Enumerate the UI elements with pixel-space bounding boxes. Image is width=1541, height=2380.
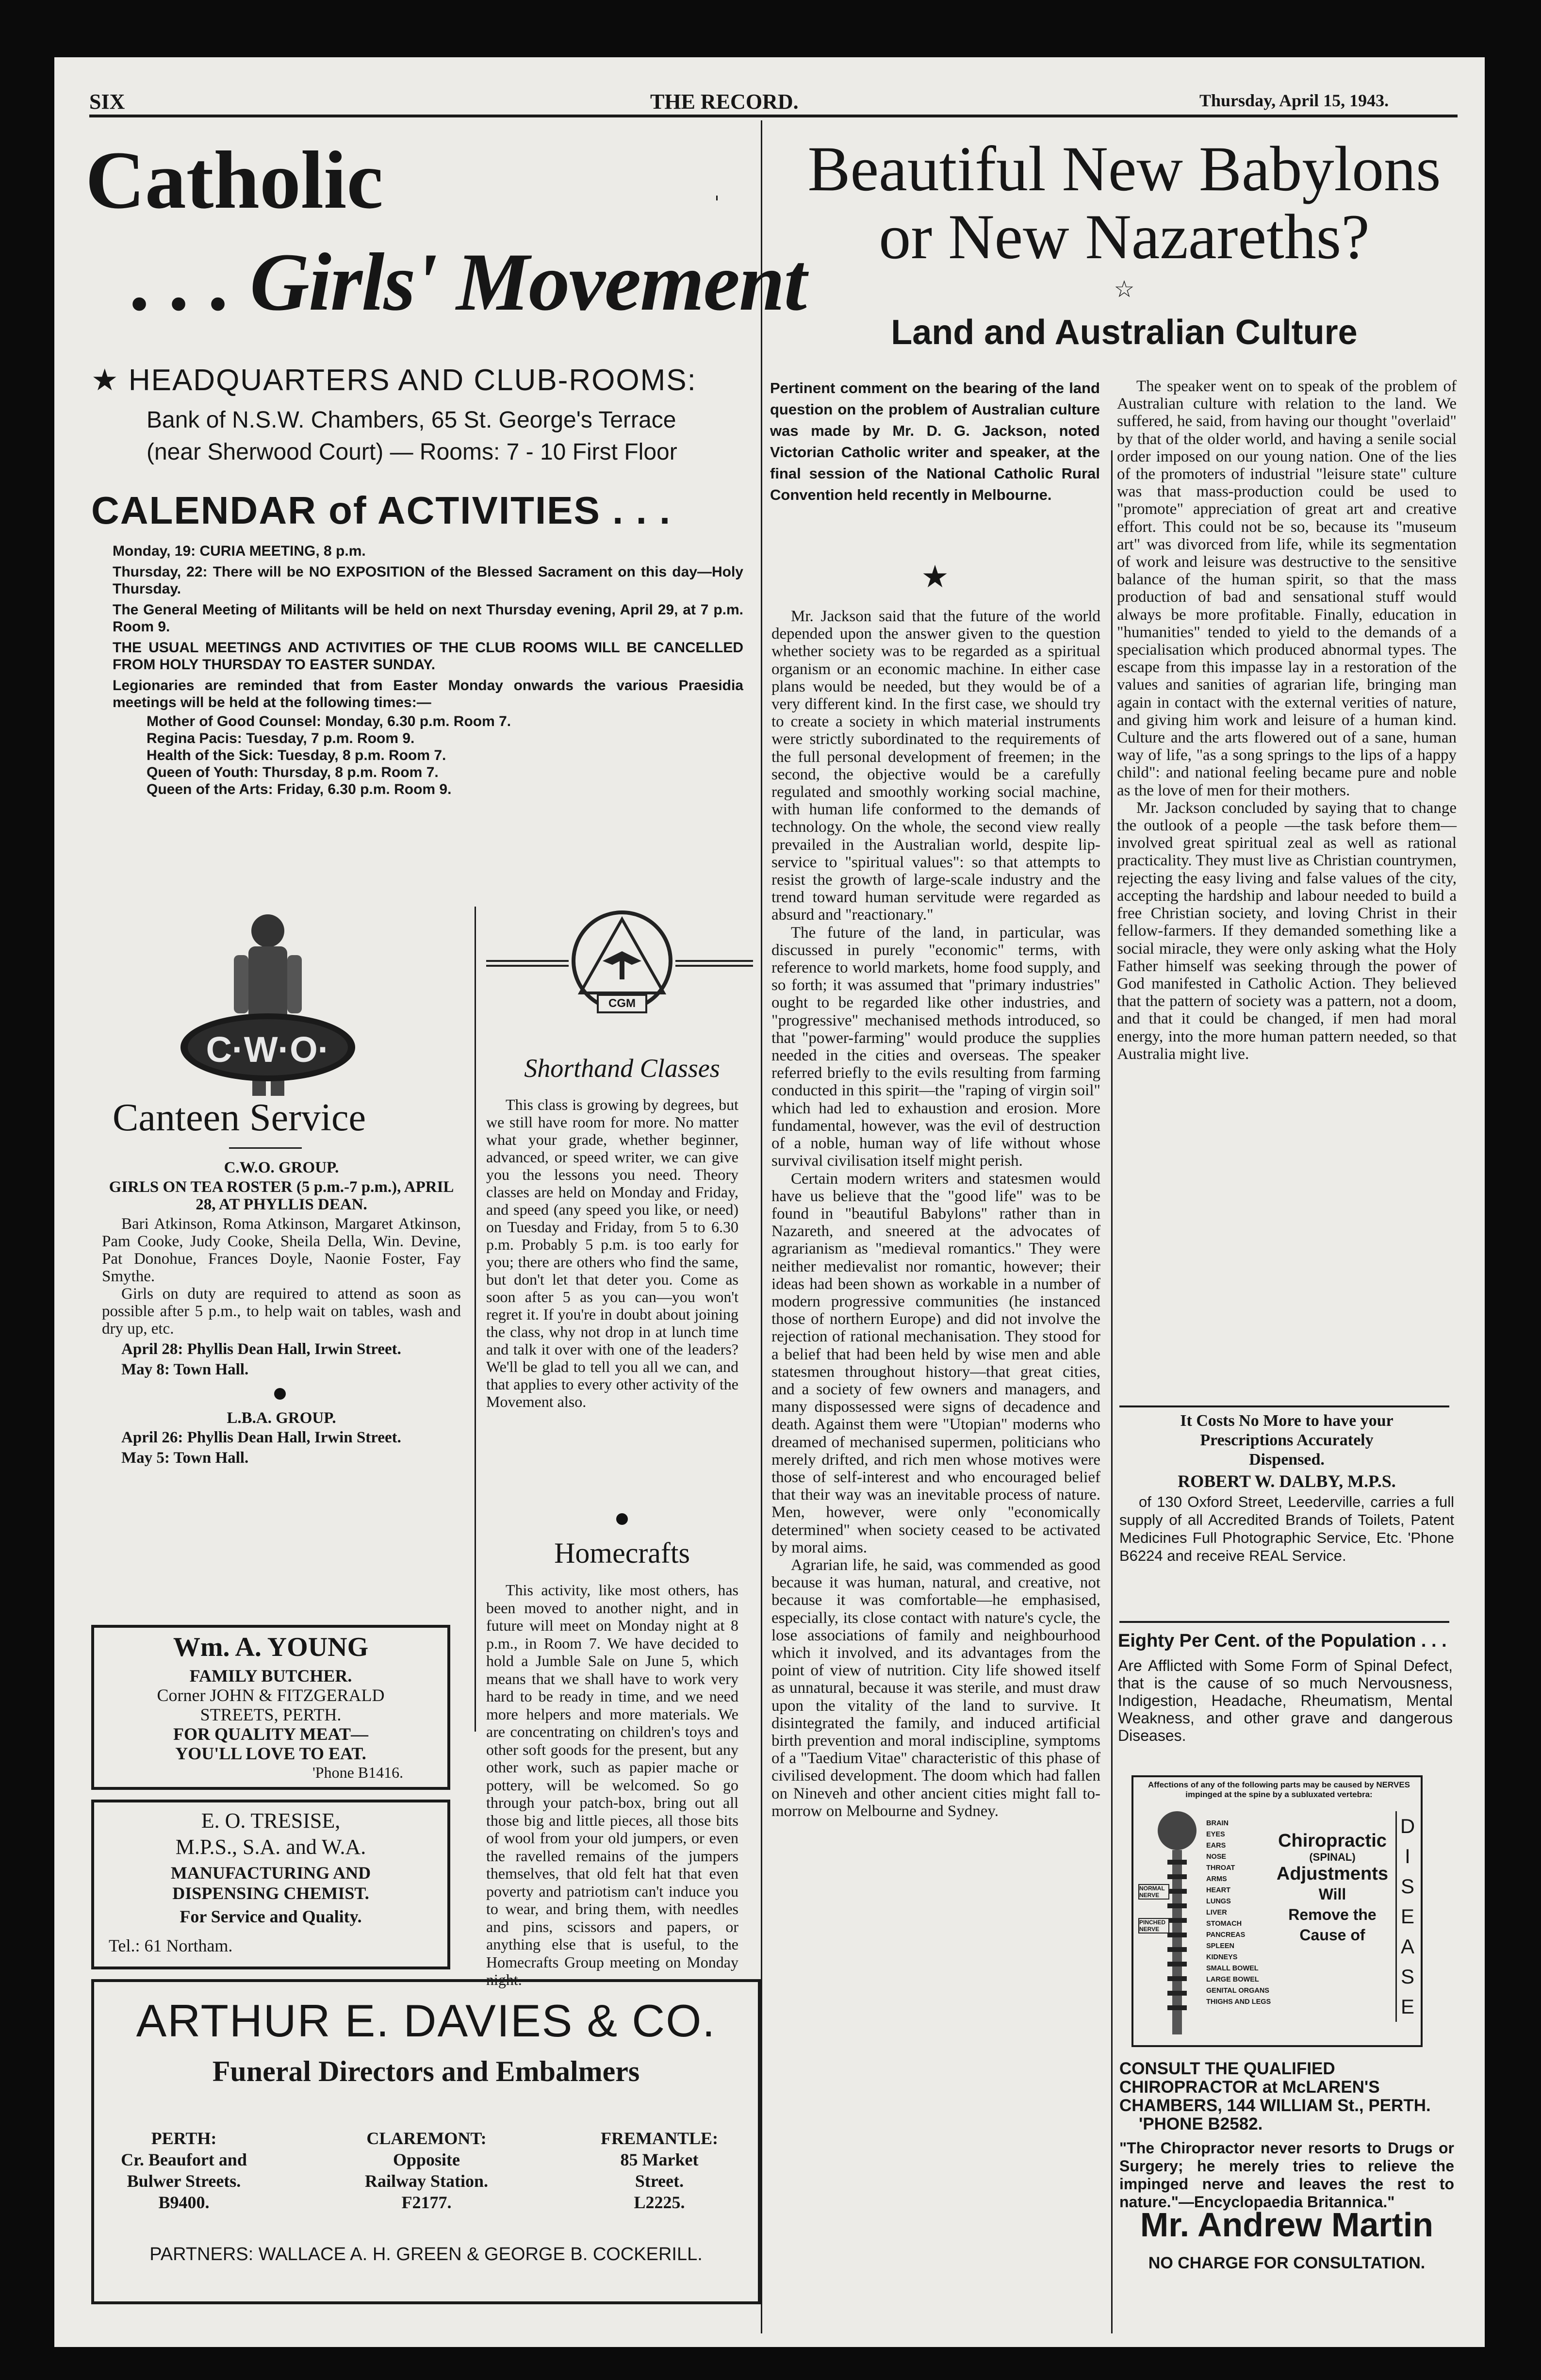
- calendar-item: Legionaries are reminded that from Easter Monday onwards the various Praesidia meetings will be held at the following times:—: [113, 678, 743, 711]
- section-bullet: [274, 1388, 286, 1400]
- ad-dalby-name: ROBERT W. DALBY, M.P.S.: [1178, 1471, 1396, 1491]
- newspaper-page: [54, 57, 1485, 2347]
- ad-davies-funeral: ARTHUR E. DAVIES & CO. Funeral Directors and Embalmers PERTH: Cr. Beaufort and Bulwer Streets. B9400. CLAREMONT: Opposite Railway Station. F2177. FREMANTLE: 85 Market Street. L2225. PARTNERS: WALLACE A. H. GREEN & GEORGE B. COCKERILL.: [91, 1979, 761, 2304]
- praesidium-item: Queen of the Arts: Friday, 6.30 p.m. Room 9.: [147, 781, 452, 797]
- spine-chart-heading: Affections of any of the following parts may be caused by NERVES impinged at the spine by a subluxated vertebra:: [1148, 1780, 1410, 1799]
- cgm-title-catholic: Catholic: [85, 134, 383, 226]
- homecrafts-body: This activity, like most others, has been moved to another night, and in future will meet on Monday night at 8 p.m., in Room 7. We have decided to hold a Jumble Sale on June 5, which means that we shall have to work very hard to be ready in time, and we need more helpers and more materials. We are concentrating on children's toys and other soft goods for the present, but any other work, such as papier mache or pottery, will be welcomed. So go through your patch-box, bring out all those big and little pieces, all those bits of wool from your old jumpers, or even the ravelled remains of the jumpers themselves, that old felt hat that even poverty and patriotism can't induce you to wear, and bring them, with needles and pins, scissors and papers, or anything else that is useful, to the Homecrafts Group meeting on Monday night.: [486, 1581, 738, 1988]
- column-divider-right: [1111, 450, 1113, 2333]
- ad-davies-name: ARTHUR E. DAVIES & CO.: [136, 1995, 716, 2046]
- ad-davies-fremantle: FREMANTLE: 85 Market Street. L2225.: [601, 2129, 718, 2212]
- praesidium-item: Health of the Sick: Tuesday, 8 p.m. Room 7.: [147, 747, 446, 763]
- shorthand-body: This class is growing by degrees, but we still have room for more. No matter what your grade, whether beginner, advanced, or speed writer, we can give you the lessons you need. Theory classes are held on Monday and Friday, and speed (any speed you like, or need) on Tuesday and Friday, from 5 to 6.30 p.m. Probably 5 p.m. is too early for you; there are others who find the same, but don't let that deter you. Come as soon after 5 as you can—you won't regret it. If you're in doubt about joining the class, why not drop in at lunch time and talk it over with one of the leaders? We'll be glad to tell you all we can, and that applies to every other activity of the Movement also.: [486, 1096, 738, 1410]
- calendar-list: [113, 543, 743, 798]
- ad-dalby-body: of 130 Oxford Street, Leederville, carries a full supply of all Accredited Brands of Toilets, Patent Medicines Full Photographic Service, Etc. 'Phone B6224 and receive REAL Service.: [1119, 1493, 1454, 1564]
- ad-davies-claremont: CLAREMONT: Opposite Railway Station. F2177.: [364, 2129, 489, 2212]
- canteen-date: May 5: Town Hall.: [121, 1449, 249, 1467]
- cgm-emblem: [569, 908, 675, 1024]
- article-column-3: The speaker went on to speak of the problem of Australian culture with relation to the land. We suffered, he said, from having our thought "overlaid" by that of the older world, and having a senile social order imposed on our young nation. One of the lies of the promoters of industrial "leisure state" culture was that mass-production could be used to "promote" appreciation of great art and creative effort. This could not be so, because its "museum art" was divorced from life, while its segmentation of work and leisure was destructive to the sensitive balance of the human spirit, so that the mass production of bad and sensational stuff would always be more profitable. Finally, education in "humanities" tended to yield to the demands of a specialisation which produced abnormal types. The escape from this impasse lay in a restoration of the values and sanities of agrarian life, bringing man again in contact with the external verities of nature, and giving him work and leisure of a human kind. Culture and the arts flowered out of a sane, human way of life, "as a song springs to the lips of a happy child": and national feeling became pure and noble as the love of men for their mothers. Mr. Jackson concluded by saying that to change the outlook of a people —the task before them—involved great spiritual zeal as well as rational practicality. They must live as Christian countrymen, rejecting the easy living and false values of the city, accepting the hardship and labour needed to build a free Christian society, and loving Christ in their fellow-farmers. If they demanded something like a social miracle, they were only asking what the Holy Father himself was seeking through the power of God manifested in Catholic Action. They believed that the pattern of society was a pattern, not a doom, and that it could be changed, if men had moral energy, into the more human pattern needed, so that Australia might live.: [1117, 378, 1457, 1063]
- cwo-group-heading: C.W.O. GROUP.: [224, 1159, 339, 1176]
- article-subtitle: Land and Australian Culture: [891, 313, 1358, 352]
- ad-dalby: It Costs No More to have your Prescriptions Accurately Dispensed. ROBERT W. DALBY, M.P.S.: [1119, 1411, 1454, 1491]
- star-icon: ★: [91, 364, 119, 397]
- duty-note: Girls on duty are required to attend as soon as possible after 5 p.m., to help wait on tables, wash and dry up, etc.: [102, 1285, 461, 1338]
- ad-young-name: Wm. A. YOUNG: [173, 1632, 369, 1662]
- canteen-date: April 28: Phyllis Dean Hall, Irwin Street.: [121, 1340, 401, 1358]
- cgm-title-girls-movement: . . . Girls' Movement: [132, 236, 806, 328]
- cwo-soldier-logo: [176, 902, 370, 1125]
- ad-young-butcher: Wm. A. YOUNG FAMILY BUTCHER. Corner JOHN & FITZGERALD STREETS, PERTH. FOR QUALITY MEAT— YOU'LL LOVE TO EAT. 'Phone B1416.: [91, 1625, 450, 1790]
- ad-tresise-chemist: E. O. TRESISE, M.P.S., S.A. and W.A. MANUFACTURING AND DISPENSING CHEMIST. For Service and Quality. Tel.: 61 Northam.: [91, 1800, 450, 1969]
- canteen-date: May 8: Town Hall.: [121, 1361, 249, 1378]
- canteen-title: Canteen Service: [113, 1096, 366, 1139]
- ad-martin-consult: CONSULT THE QUALIFIED CHIROPRACTOR at McLAREN'S CHAMBERS, 144 WILLIAM St., PERTH. 'PHONE B2582.: [1119, 2059, 1431, 2133]
- header-rule: [89, 115, 1458, 117]
- praesidium-item: Regina Pacis: Tuesday, 7 p.m. Room 9.: [147, 730, 415, 746]
- canteen-body: [102, 1159, 461, 1467]
- masthead-title: THE RECORD.: [650, 90, 799, 114]
- article-title-line2: or New Nazareths?: [879, 201, 1370, 272]
- calendar-item: Thursday, 22: There will be NO EXPOSITION of the Blessed Sacrament on this day—Holy Thursday.: [113, 564, 743, 597]
- hq-rooms: (near Sherwood Court) — Rooms: 7 - 10 First Floor: [147, 439, 677, 465]
- ad-davies-perth: PERTH: Cr. Beaufort and Bulwer Streets. B9400.: [121, 2129, 247, 2212]
- article-column-2: Mr. Jackson said that the future of the world depended upon the answer given to the question whether society was to be regarded as a spiritual organism or an economic machine. In either case plans would be needed, but they would be of a very different kind. In the first case, we should try to create a society in which material instruments were strictly subordinated to the requirements of the full personal development of freemen; in the second, the objective would be a carefully regulated and smoothly working social machine, with human life conformed to the demands of technology. On the whole, the second view really prevailed in the Australian world, despite lip-service to "spiritual values": so that attempts to resist the growth of large-scale industry and the trend toward human servitude were regarded as absurd and "reactionary." The future of the land, in particular, was discussed in purely "economic" terms, with reference to world markets, home food supply, and so forth; it was assumed that "primary industries" ought to be regarded like other industries, and "progressive" mechanised methods introduced, so that "power-farming" would produce the supplies needed in the cities and overseas. The speaker referred briefly to the evils resulting from farming conducted in this spirit—the "raping of virgin soil" which had led to exhaustion and erosion. More fundamental, however, was the evil of destruction of a noble, human way of life without whose survival civilisation itself might perish. Certain modern writers and statesmen would have us believe that the "good life" was to be found in "beautiful Babylons" rather than in Nazareth, and sneered at the advocates of agrarianism as "medieval romantics." They were neither medievalist nor romantic, however; their ideas had been shown as workable in a number of modern progressive communities (he instanced those of northern Europe) and did not involve the rejection of rational mechanisation. They stood for a belief that had been held by wise men and able statesmen throughout history—that great cities, and a society of few owners and managers, and many dispossessed were signs of decadence and death. Against them were "Utopian" moderns who dreamed of mechanised supermen, politicians who merely drifted, and rich men whose motives were those of self-interest and who encouraged belief that their way was an inevitable process of nature. Men, however, were only "economically determined" when society ceased to be activated by moral aims. Agrarian life, he said, was commended as good because it was human, natural, and creative, not because it was comfortable—he emphasised, especially, its close contact with nature's cycle, the lose associations of family and neighbourhood which it involved, and its advantages from the point of view of nutrition. City life showed itself as unnatural, because it was sterile, and must draw upon the vitality of the land to survive. It disintegrated the family, and induced artificial birth prevention and moral indiscipline, symptoms of a "Taedium Vitae" characteristic of this phase of civilised development. The doom which had fallen on Nineveh and other ancient cities might fall to-morrow on Melbourne and Sydney.: [771, 608, 1100, 1820]
- chiropractic-slogan: Chiropractic (SPINAL) Adjustments Will Remove the Cause of: [1276, 1831, 1389, 1944]
- ad-martin-body: Are Afflicted with Some Form of Spinal Defect, that is the cause of so much Nervousness, Indigestion, Headache, Rheumatism, Mental Weakness, and other grave and dangerous Diseases.: [1118, 1657, 1453, 1744]
- article-intro: Pertinent comment on the bearing of the land question on the problem of Australian culture was made by Mr. D. G. Jackson, noted Victorian Catholic writer and speaker, at the final session of the National Catholic Rural Convention held recently in Melbourne.: [770, 380, 1100, 503]
- praesidia-list: [147, 713, 743, 798]
- shorthand-title: Shorthand Classes: [524, 1054, 720, 1083]
- ad-martin-footer: NO CHARGE FOR CONSULTATION.: [1148, 2254, 1426, 2272]
- issue-date: Thursday, April 15, 1943.: [1199, 91, 1389, 110]
- calendar-title: CALENDAR of ACTIVITIES . . .: [91, 489, 672, 532]
- praesidium-item: Queen of Youth: Thursday, 8 p.m. Room 7.: [147, 764, 439, 780]
- cwo-logo-text: C·W·O·: [206, 1029, 330, 1070]
- section-bullet: [616, 1513, 628, 1525]
- column-divider-main: [761, 120, 762, 2333]
- ad-martin-headline: Eighty Per Cent. of the Population . . .: [1118, 1631, 1447, 1651]
- pinched-nerve-label: PINCHED NERVE: [1138, 1918, 1169, 1934]
- disease-vertical-word: D I S E A S E: [1395, 1811, 1418, 2022]
- roster-names: Bari Atkinson, Roma Atkinson, Margaret Atkinson, Pam Cooke, Judy Cooke, Sheila Della, Win. Devine, Pat Donohue, Frances Doyle, Naonie Foster, Fay Smythe.: [102, 1215, 461, 1285]
- column-divider-left: [475, 907, 476, 1732]
- canteen-date: April 26: Phyllis Dean Hall, Irwin Street.: [121, 1429, 401, 1446]
- star-icon: ☆: [1114, 276, 1135, 303]
- body-parts-list: BRAIN EYES EARS NOSE THROAT ARMS HEART LUNGS LIVER STOMACH PANCREAS SPLEEN KIDNEYS SMALL BOWEL LARGE BOWEL GENITAL ORGANS THIGHS AND LEGS: [1206, 1819, 1271, 2006]
- ad-martin-quote: "The Chiropractor never resorts to Drugs or Surgery; he merely tries to relieve the impinged nerve and leaves the rest to nature."—Encyclopaedia Britannica.": [1119, 2139, 1454, 2211]
- calendar-item: THE USUAL MEETINGS AND ACTIVITIES OF THE CLUB ROOMS WILL BE CANCELLED FROM HOLY THURSDAY TO EASTER SUNDAY.: [113, 640, 743, 673]
- calendar-item: Monday, 19: CURIA MEETING, 8 p.m.: [113, 543, 366, 559]
- lba-group-heading: L.B.A. GROUP.: [227, 1409, 336, 1427]
- hq-address: Bank of N.S.W. Chambers, 65 St. George's Terrace: [147, 407, 676, 433]
- hq-heading: ★ HEADQUARTERS AND CLUB-ROOMS:: [91, 364, 697, 397]
- emblem-text: CGM: [608, 997, 636, 1010]
- star-icon: ★: [921, 559, 949, 595]
- page-number: SIX: [89, 90, 125, 114]
- homecrafts-title: Homecrafts: [554, 1537, 690, 1569]
- tea-roster: GIRLS ON TEA ROSTER (5 p.m.-7 p.m.), APRIL 28, AT PHYLLIS DEAN.: [109, 1178, 454, 1213]
- normal-nerve-label: NORMAL NERVE: [1138, 1884, 1169, 1900]
- praesidium-item: Mother of Good Counsel: Monday, 6.30 p.m. Room 7.: [147, 713, 511, 729]
- ad-martin-name: Mr. Andrew Martin: [1140, 2206, 1434, 2244]
- article-title-line1: Beautiful New Babylons: [807, 133, 1441, 204]
- calendar-item: The General Meeting of Militants will be held on next Thursday evening, April 29, at 7 p.m. Room 9.: [113, 602, 743, 635]
- spine-chart: [1131, 1775, 1423, 2047]
